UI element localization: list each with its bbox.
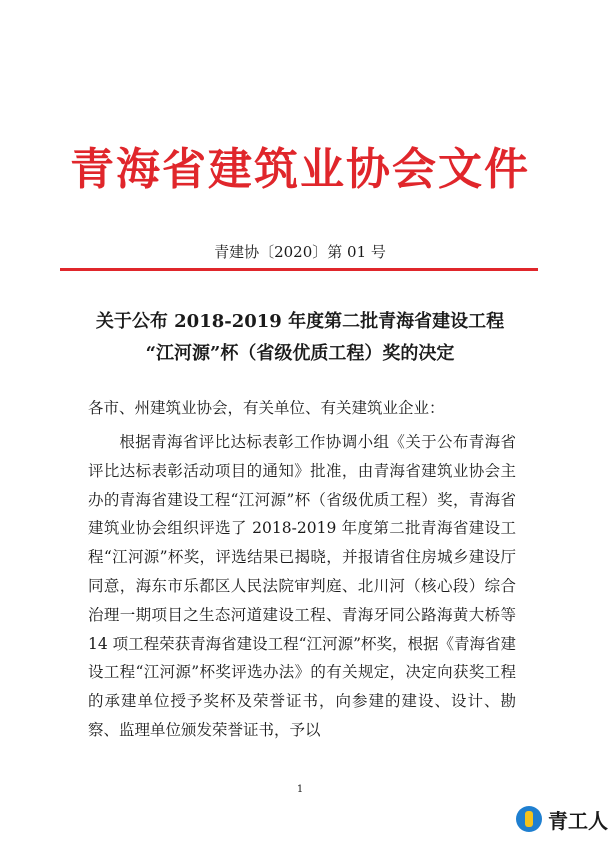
masthead-title: 青海省建筑业协会文件 — [70, 144, 530, 195]
watermark-text: 青工人 — [548, 808, 608, 833]
watermark-logo-icon — [516, 806, 542, 832]
watermark — [516, 802, 608, 836]
page-number: 1 — [296, 784, 304, 795]
header-divider — [60, 268, 538, 271]
body-paragraph-text: 根据青海省评比达标表彰工作协调小组《关于公布青海省评比达标表彰活动项目的通知》批准，由青海省建筑业协会主办的青海省建设工程“江河源”杯（省级优质工程）奖，青海省建筑业协会组织评选了 2018-2019 年度第二批青海省建设工程“江河源”杯奖，评选结果已揭晓，并报请省住房城乡建设厅同意，海东市乐都区人民法院审判庭、北川河（核心段）综合治理一期项目之生态河道建设工程、青海牙同公路海黄大桥等 14 项工程荣获青海省建设工程“江河源”杯奖，根据《青海省建设工程“江河源”杯奖评选办法》的有关规定，决定向获奖工程的承建单位授予奖杯及荣誉证书，向参建的建设、设计、勘察、监理单位颁发荣誉证书，予以 — [88, 433, 517, 739]
document-title-line-2: “江河源”杯（省级优质工程）奖的决定 — [145, 343, 455, 364]
salutation: 各市、州建筑业协会，有关单位、有关建筑业企业： — [88, 399, 445, 417]
body-paragraph — [88, 428, 516, 745]
document-title — [0, 306, 600, 370]
document-number: 青建协〔2020〕第 01 号 — [214, 243, 386, 261]
document-title-line-1: 关于公布 2018-2019 年度第二批青海省建设工程 — [95, 311, 505, 332]
